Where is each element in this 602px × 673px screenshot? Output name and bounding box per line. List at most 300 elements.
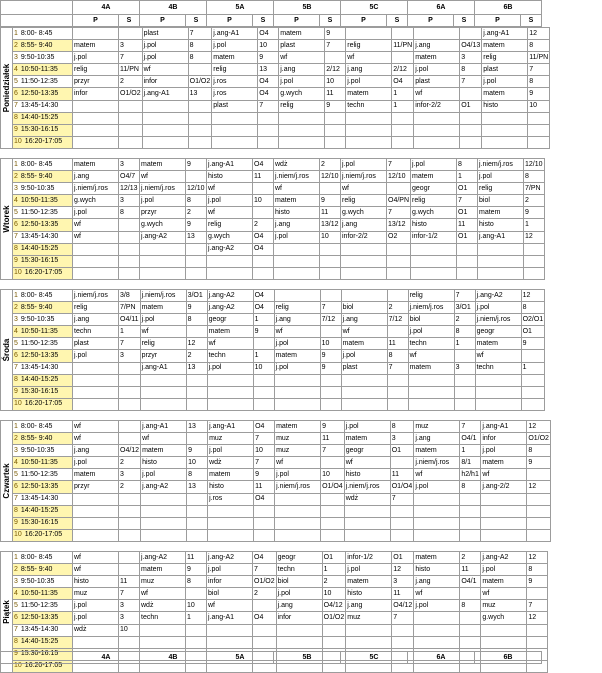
room-cell[interactable] xyxy=(321,505,345,517)
subject-cell[interactable] xyxy=(141,517,187,529)
subject-cell[interactable] xyxy=(279,124,325,136)
room-cell[interactable]: 11 xyxy=(457,219,478,231)
subject-cell[interactable]: wf xyxy=(73,219,119,231)
room-cell[interactable] xyxy=(119,433,141,445)
subject-cell[interactable]: j.pol xyxy=(478,171,524,183)
room-cell[interactable] xyxy=(392,624,414,636)
room-cell[interactable] xyxy=(321,517,345,529)
room-cell[interactable]: 1 xyxy=(186,612,207,624)
subject-cell[interactable] xyxy=(344,529,390,541)
subject-cell[interactable]: j.ang xyxy=(414,433,460,445)
subject-cell[interactable]: wdż xyxy=(208,457,254,469)
subject-cell[interactable] xyxy=(73,636,119,648)
room-cell[interactable]: 10 xyxy=(528,100,550,112)
room-cell[interactable] xyxy=(186,255,207,267)
room-cell[interactable] xyxy=(258,112,279,124)
subject-cell[interactable]: geogr xyxy=(276,552,322,564)
room-cell[interactable] xyxy=(188,112,212,124)
subject-cell[interactable]: muz xyxy=(414,421,460,433)
room-cell[interactable] xyxy=(460,28,482,40)
subject-cell[interactable]: j.ang-A1 xyxy=(142,88,188,100)
room-cell[interactable]: O4 xyxy=(258,76,279,88)
room-cell[interactable]: O4/12 xyxy=(392,600,414,612)
subject-cell[interactable]: j.ang-A1 xyxy=(140,362,186,374)
subject-cell[interactable] xyxy=(207,636,253,648)
subject-cell[interactable] xyxy=(141,493,187,505)
subject-cell[interactable]: j.pol xyxy=(142,52,188,64)
room-cell[interactable] xyxy=(325,124,346,136)
room-cell[interactable]: 7 xyxy=(387,362,408,374)
room-cell[interactable] xyxy=(528,112,550,124)
room-cell[interactable] xyxy=(119,219,140,231)
room-cell[interactable]: 12/13 xyxy=(119,183,140,195)
subject-cell[interactable] xyxy=(208,505,254,517)
room-cell[interactable]: 9 xyxy=(253,326,274,338)
subject-cell[interactable]: j.pol xyxy=(207,362,253,374)
room-cell[interactable]: 2 xyxy=(186,350,207,362)
room-cell[interactable] xyxy=(392,124,414,136)
room-cell[interactable] xyxy=(524,267,545,279)
room-cell[interactable]: 8/1 xyxy=(460,457,481,469)
subject-cell[interactable]: j.ang-A2 xyxy=(207,243,253,255)
subject-cell[interactable] xyxy=(408,386,454,398)
subject-cell[interactable]: muz xyxy=(346,612,392,624)
room-cell[interactable]: 7 xyxy=(390,493,414,505)
subject-cell[interactable]: muz xyxy=(275,445,321,457)
subject-cell[interactable] xyxy=(73,124,119,136)
subject-cell[interactable]: infor xyxy=(481,433,527,445)
room-cell[interactable]: O4 xyxy=(253,302,274,314)
subject-cell[interactable] xyxy=(475,386,521,398)
subject-cell[interactable]: techn xyxy=(475,362,521,374)
room-cell[interactable]: 3 xyxy=(454,362,475,374)
room-cell[interactable]: 10 xyxy=(253,195,274,207)
room-cell[interactable]: 9 xyxy=(254,469,275,481)
subject-cell[interactable]: infor xyxy=(142,76,188,88)
subject-cell[interactable] xyxy=(73,362,119,374)
room-cell[interactable]: 10 xyxy=(253,362,274,374)
room-cell[interactable]: 2 xyxy=(322,576,346,588)
subject-cell[interactable] xyxy=(207,374,253,386)
room-cell[interactable] xyxy=(253,207,274,219)
room-cell[interactable] xyxy=(460,505,481,517)
room-cell[interactable]: 9 xyxy=(186,219,207,231)
subject-cell[interactable] xyxy=(414,124,460,136)
subject-cell[interactable] xyxy=(207,267,253,279)
subject-cell[interactable] xyxy=(414,624,460,636)
room-cell[interactable]: O1 xyxy=(390,445,414,457)
subject-cell[interactable]: j.ang xyxy=(73,445,119,457)
room-cell[interactable] xyxy=(527,517,551,529)
room-cell[interactable] xyxy=(119,362,141,374)
subject-cell[interactable]: wf xyxy=(207,338,253,350)
room-cell[interactable] xyxy=(119,255,140,267)
room-cell[interactable] xyxy=(387,290,408,302)
room-cell[interactable] xyxy=(320,183,341,195)
subject-cell[interactable]: j.ang-A1 xyxy=(481,421,527,433)
subject-cell[interactable] xyxy=(140,243,186,255)
subject-cell[interactable]: wf xyxy=(341,326,387,338)
room-cell[interactable]: 7 xyxy=(119,52,143,64)
room-cell[interactable] xyxy=(119,267,140,279)
subject-cell[interactable]: infor-1/2 xyxy=(346,552,392,564)
subject-cell[interactable]: j.pol xyxy=(141,469,187,481)
subject-cell[interactable]: j.pol xyxy=(142,40,188,52)
room-cell[interactable]: 7/PN xyxy=(524,183,545,195)
room-cell[interactable]: O1/O2 xyxy=(322,612,346,624)
subject-cell[interactable]: relig xyxy=(341,195,387,207)
room-cell[interactable] xyxy=(188,100,212,112)
room-cell[interactable]: 10 xyxy=(258,40,279,52)
room-cell[interactable]: 10 xyxy=(187,457,208,469)
room-cell[interactable] xyxy=(320,398,341,410)
room-cell[interactable] xyxy=(119,231,140,243)
subject-cell[interactable] xyxy=(414,612,460,624)
room-cell[interactable] xyxy=(119,398,141,410)
subject-cell[interactable]: j.pol xyxy=(408,326,454,338)
subject-cell[interactable]: matem xyxy=(212,52,258,64)
subject-cell[interactable]: j.pol xyxy=(140,195,186,207)
subject-cell[interactable]: wf xyxy=(73,564,119,576)
room-cell[interactable]: 8 xyxy=(457,159,478,171)
subject-cell[interactable]: j.pol xyxy=(341,159,387,171)
room-cell[interactable] xyxy=(321,457,345,469)
subject-cell[interactable]: j.pol xyxy=(73,350,119,362)
room-cell[interactable]: 8 xyxy=(186,314,207,326)
subject-cell[interactable]: j.ang xyxy=(346,64,392,76)
subject-cell[interactable]: j.ang-A2 xyxy=(481,552,527,564)
room-cell[interactable]: 3/O1 xyxy=(454,302,475,314)
subject-cell[interactable] xyxy=(481,493,527,505)
room-cell[interactable] xyxy=(253,338,274,350)
room-cell[interactable]: 2 xyxy=(320,159,341,171)
room-cell[interactable]: 11/PN xyxy=(119,64,143,76)
subject-cell[interactable]: matem xyxy=(140,302,186,314)
subject-cell[interactable]: matem xyxy=(478,207,524,219)
room-cell[interactable]: 11 xyxy=(460,564,481,576)
subject-cell[interactable] xyxy=(414,28,460,40)
room-cell[interactable] xyxy=(457,267,478,279)
room-cell[interactable]: 1 xyxy=(457,171,478,183)
subject-cell[interactable]: przyr xyxy=(140,350,186,362)
subject-cell[interactable]: j.pol xyxy=(274,338,320,350)
room-cell[interactable]: 3 xyxy=(119,350,141,362)
subject-cell[interactable] xyxy=(140,255,186,267)
room-cell[interactable]: 13/12 xyxy=(320,219,341,231)
subject-cell[interactable]: relig xyxy=(408,290,454,302)
subject-cell[interactable]: j.pol xyxy=(73,52,119,64)
room-cell[interactable] xyxy=(320,326,341,338)
subject-cell[interactable]: g.wych xyxy=(411,207,457,219)
room-cell[interactable] xyxy=(186,243,207,255)
subject-cell[interactable]: matem xyxy=(208,469,254,481)
subject-cell[interactable]: wf xyxy=(275,457,321,469)
room-cell[interactable]: 7 xyxy=(254,457,275,469)
subject-cell[interactable]: wf xyxy=(140,171,186,183)
room-cell[interactable]: 3/O1 xyxy=(186,290,207,302)
subject-cell[interactable] xyxy=(274,386,320,398)
subject-cell[interactable] xyxy=(414,636,460,648)
room-cell[interactable] xyxy=(253,600,277,612)
subject-cell[interactable]: j.ang xyxy=(274,314,320,326)
room-cell[interactable] xyxy=(460,112,482,124)
subject-cell[interactable]: j.niem/j.ros xyxy=(478,159,524,171)
subject-cell[interactable] xyxy=(274,243,320,255)
room-cell[interactable] xyxy=(186,171,207,183)
subject-cell[interactable]: relig xyxy=(279,100,325,112)
subject-cell[interactable]: j.niem/j.ros xyxy=(414,457,460,469)
subject-cell[interactable] xyxy=(140,386,186,398)
room-cell[interactable]: 7 xyxy=(258,100,279,112)
room-cell[interactable] xyxy=(322,636,346,648)
room-cell[interactable] xyxy=(392,28,414,40)
room-cell[interactable] xyxy=(119,529,141,541)
subject-cell[interactable]: histo xyxy=(478,219,524,231)
room-cell[interactable]: 10 xyxy=(325,76,346,88)
subject-cell[interactable]: matem xyxy=(140,159,186,171)
room-cell[interactable]: 13 xyxy=(186,231,207,243)
room-cell[interactable] xyxy=(119,564,140,576)
subject-cell[interactable] xyxy=(141,505,187,517)
subject-cell[interactable]: histo xyxy=(208,481,254,493)
subject-cell[interactable] xyxy=(274,267,320,279)
subject-cell[interactable]: j.pol xyxy=(274,362,320,374)
room-cell[interactable] xyxy=(457,243,478,255)
subject-cell[interactable]: muz xyxy=(73,588,119,600)
subject-cell[interactable]: relig xyxy=(73,64,119,76)
room-cell[interactable]: 7 xyxy=(119,588,140,600)
room-cell[interactable]: 10 xyxy=(322,588,346,600)
subject-cell[interactable]: j.ang-A2 xyxy=(141,481,187,493)
room-cell[interactable]: 12 xyxy=(527,421,551,433)
subject-cell[interactable]: wf xyxy=(274,326,320,338)
subject-cell[interactable] xyxy=(142,100,188,112)
subject-cell[interactable]: matem xyxy=(341,338,387,350)
subject-cell[interactable]: matem xyxy=(73,159,119,171)
room-cell[interactable]: 3 xyxy=(119,40,143,52)
room-cell[interactable] xyxy=(119,374,141,386)
subject-cell[interactable] xyxy=(142,136,188,148)
room-cell[interactable]: O4 xyxy=(392,76,414,88)
room-cell[interactable]: 11 xyxy=(321,433,345,445)
subject-cell[interactable] xyxy=(73,505,119,517)
subject-cell[interactable]: j.pol xyxy=(73,600,119,612)
room-cell[interactable]: O1/O2 xyxy=(527,433,551,445)
subject-cell[interactable]: geogr xyxy=(344,445,390,457)
room-cell[interactable] xyxy=(527,636,548,648)
subject-cell[interactable]: j.pol xyxy=(212,40,258,52)
room-cell[interactable]: 8 xyxy=(119,207,140,219)
subject-cell[interactable]: matem xyxy=(475,338,521,350)
room-cell[interactable] xyxy=(457,255,478,267)
subject-cell[interactable]: j.niem/j.ros xyxy=(344,481,390,493)
room-cell[interactable] xyxy=(325,136,346,148)
subject-cell[interactable] xyxy=(73,243,119,255)
subject-cell[interactable] xyxy=(212,124,258,136)
room-cell[interactable]: 13 xyxy=(258,64,279,76)
room-cell[interactable]: 11 xyxy=(390,469,414,481)
subject-cell[interactable]: wf xyxy=(408,350,454,362)
room-cell[interactable]: 12 xyxy=(186,338,207,350)
subject-cell[interactable]: matem xyxy=(73,40,119,52)
subject-cell[interactable] xyxy=(73,517,119,529)
subject-cell[interactable] xyxy=(341,243,387,255)
subject-cell[interactable]: wf xyxy=(279,52,325,64)
subject-cell[interactable] xyxy=(275,493,321,505)
room-cell[interactable] xyxy=(258,124,279,136)
room-cell[interactable]: 9 xyxy=(325,28,346,40)
subject-cell[interactable]: g.wych xyxy=(279,88,325,100)
subject-cell[interactable]: matem xyxy=(140,564,186,576)
subject-cell[interactable]: histo xyxy=(141,457,187,469)
room-cell[interactable]: O4/1 xyxy=(460,576,481,588)
subject-cell[interactable]: biol xyxy=(276,576,322,588)
subject-cell[interactable]: techn xyxy=(73,326,119,338)
subject-cell[interactable] xyxy=(73,136,119,148)
subject-cell[interactable] xyxy=(341,290,387,302)
subject-cell[interactable]: j.pol xyxy=(274,231,320,243)
room-cell[interactable]: 7/PN xyxy=(119,302,141,314)
subject-cell[interactable] xyxy=(341,398,387,410)
subject-cell[interactable] xyxy=(475,398,521,410)
subject-cell[interactable] xyxy=(341,374,387,386)
room-cell[interactable] xyxy=(521,398,545,410)
room-cell[interactable] xyxy=(188,124,212,136)
subject-cell[interactable]: j.ang-A2 xyxy=(140,231,186,243)
room-cell[interactable]: 7 xyxy=(119,338,141,350)
room-cell[interactable]: 8 xyxy=(460,481,481,493)
room-cell[interactable] xyxy=(387,267,411,279)
room-cell[interactable] xyxy=(460,124,482,136)
room-cell[interactable] xyxy=(186,398,207,410)
room-cell[interactable]: 3 xyxy=(119,469,141,481)
room-cell[interactable]: 7 xyxy=(325,40,346,52)
room-cell[interactable]: 1 xyxy=(322,564,346,576)
subject-cell[interactable]: g.wych xyxy=(73,195,119,207)
room-cell[interactable]: 12 xyxy=(527,481,551,493)
subject-cell[interactable] xyxy=(207,255,253,267)
room-cell[interactable] xyxy=(527,624,548,636)
room-cell[interactable]: 2 xyxy=(119,76,143,88)
room-cell[interactable]: 2 xyxy=(387,302,408,314)
subject-cell[interactable]: j.ang-A2 xyxy=(207,290,253,302)
room-cell[interactable] xyxy=(187,517,208,529)
subject-cell[interactable]: matem xyxy=(414,445,460,457)
subject-cell[interactable]: histo xyxy=(73,576,119,588)
room-cell[interactable] xyxy=(454,374,475,386)
room-cell[interactable] xyxy=(320,243,341,255)
subject-cell[interactable]: j.pol xyxy=(344,421,390,433)
room-cell[interactable] xyxy=(320,255,341,267)
room-cell[interactable]: 9 xyxy=(186,302,207,314)
room-cell[interactable] xyxy=(119,517,141,529)
room-cell[interactable] xyxy=(186,386,207,398)
subject-cell[interactable] xyxy=(212,136,258,148)
room-cell[interactable] xyxy=(119,136,143,148)
subject-cell[interactable]: j.pol xyxy=(414,64,460,76)
subject-cell[interactable]: j.pol xyxy=(414,600,460,612)
room-cell[interactable] xyxy=(320,374,341,386)
subject-cell[interactable]: wf xyxy=(207,183,253,195)
subject-cell[interactable]: j.niem/j.ros xyxy=(140,183,186,195)
subject-cell[interactable]: matem xyxy=(279,28,325,40)
room-cell[interactable]: O4/PN xyxy=(387,195,411,207)
room-cell[interactable]: 8 xyxy=(188,40,212,52)
subject-cell[interactable]: j.pol xyxy=(73,457,119,469)
subject-cell[interactable] xyxy=(140,267,186,279)
subject-cell[interactable]: matem xyxy=(346,576,392,588)
subject-cell[interactable] xyxy=(274,290,320,302)
room-cell[interactable] xyxy=(387,374,408,386)
room-cell[interactable]: 3 xyxy=(119,195,140,207)
subject-cell[interactable]: relig xyxy=(207,219,253,231)
subject-cell[interactable]: j.niem/j.ros xyxy=(73,183,119,195)
subject-cell[interactable]: infor-2/2 xyxy=(341,231,387,243)
subject-cell[interactable]: j.niem/j.ros xyxy=(275,481,321,493)
subject-cell[interactable] xyxy=(276,624,322,636)
subject-cell[interactable]: wdż xyxy=(274,159,320,171)
subject-cell[interactable] xyxy=(274,398,320,410)
room-cell[interactable] xyxy=(527,469,551,481)
room-cell[interactable] xyxy=(527,505,551,517)
subject-cell[interactable]: wf xyxy=(73,552,119,564)
room-cell[interactable] xyxy=(392,136,414,148)
room-cell[interactable] xyxy=(321,493,345,505)
room-cell[interactable]: 7/12 xyxy=(320,314,341,326)
subject-cell[interactable] xyxy=(481,624,527,636)
subject-cell[interactable] xyxy=(275,505,321,517)
room-cell[interactable]: 9 xyxy=(186,159,207,171)
subject-cell[interactable]: matem xyxy=(274,195,320,207)
room-cell[interactable] xyxy=(524,243,545,255)
room-cell[interactable]: 9 xyxy=(524,207,545,219)
room-cell[interactable]: 1 xyxy=(119,326,141,338)
subject-cell[interactable]: wdż xyxy=(344,493,390,505)
room-cell[interactable]: 3 xyxy=(390,433,414,445)
room-cell[interactable]: 8 xyxy=(521,302,545,314)
room-cell[interactable] xyxy=(119,505,141,517)
room-cell[interactable]: O1 xyxy=(457,207,478,219)
room-cell[interactable]: O1 xyxy=(322,552,346,564)
room-cell[interactable] xyxy=(119,421,141,433)
subject-cell[interactable]: j.ang-A2 xyxy=(475,290,521,302)
room-cell[interactable]: 2 xyxy=(460,552,481,564)
room-cell[interactable]: 9 xyxy=(320,362,341,374)
room-cell[interactable]: 3/8 xyxy=(119,290,141,302)
subject-cell[interactable]: j.ang xyxy=(414,576,460,588)
subject-cell[interactable] xyxy=(207,398,253,410)
subject-cell[interactable] xyxy=(274,255,320,267)
subject-cell[interactable]: przyr xyxy=(140,207,186,219)
subject-cell[interactable]: plast xyxy=(341,362,387,374)
room-cell[interactable]: 7 xyxy=(460,76,482,88)
room-cell[interactable]: 1 xyxy=(460,445,481,457)
subject-cell[interactable]: muz xyxy=(208,433,254,445)
subject-cell[interactable]: geogr xyxy=(207,314,253,326)
subject-cell[interactable]: wf xyxy=(481,588,527,600)
subject-cell[interactable]: relig xyxy=(274,302,320,314)
subject-cell[interactable]: matem xyxy=(141,445,187,457)
subject-cell[interactable] xyxy=(140,398,186,410)
room-cell[interactable]: 9 xyxy=(321,421,345,433)
subject-cell[interactable]: relig xyxy=(346,40,392,52)
room-cell[interactable] xyxy=(320,386,341,398)
room-cell[interactable]: 13 xyxy=(188,88,212,100)
room-cell[interactable]: O4 xyxy=(254,493,275,505)
room-cell[interactable] xyxy=(460,588,481,600)
subject-cell[interactable]: wf xyxy=(73,421,119,433)
room-cell[interactable]: 3 xyxy=(119,612,140,624)
